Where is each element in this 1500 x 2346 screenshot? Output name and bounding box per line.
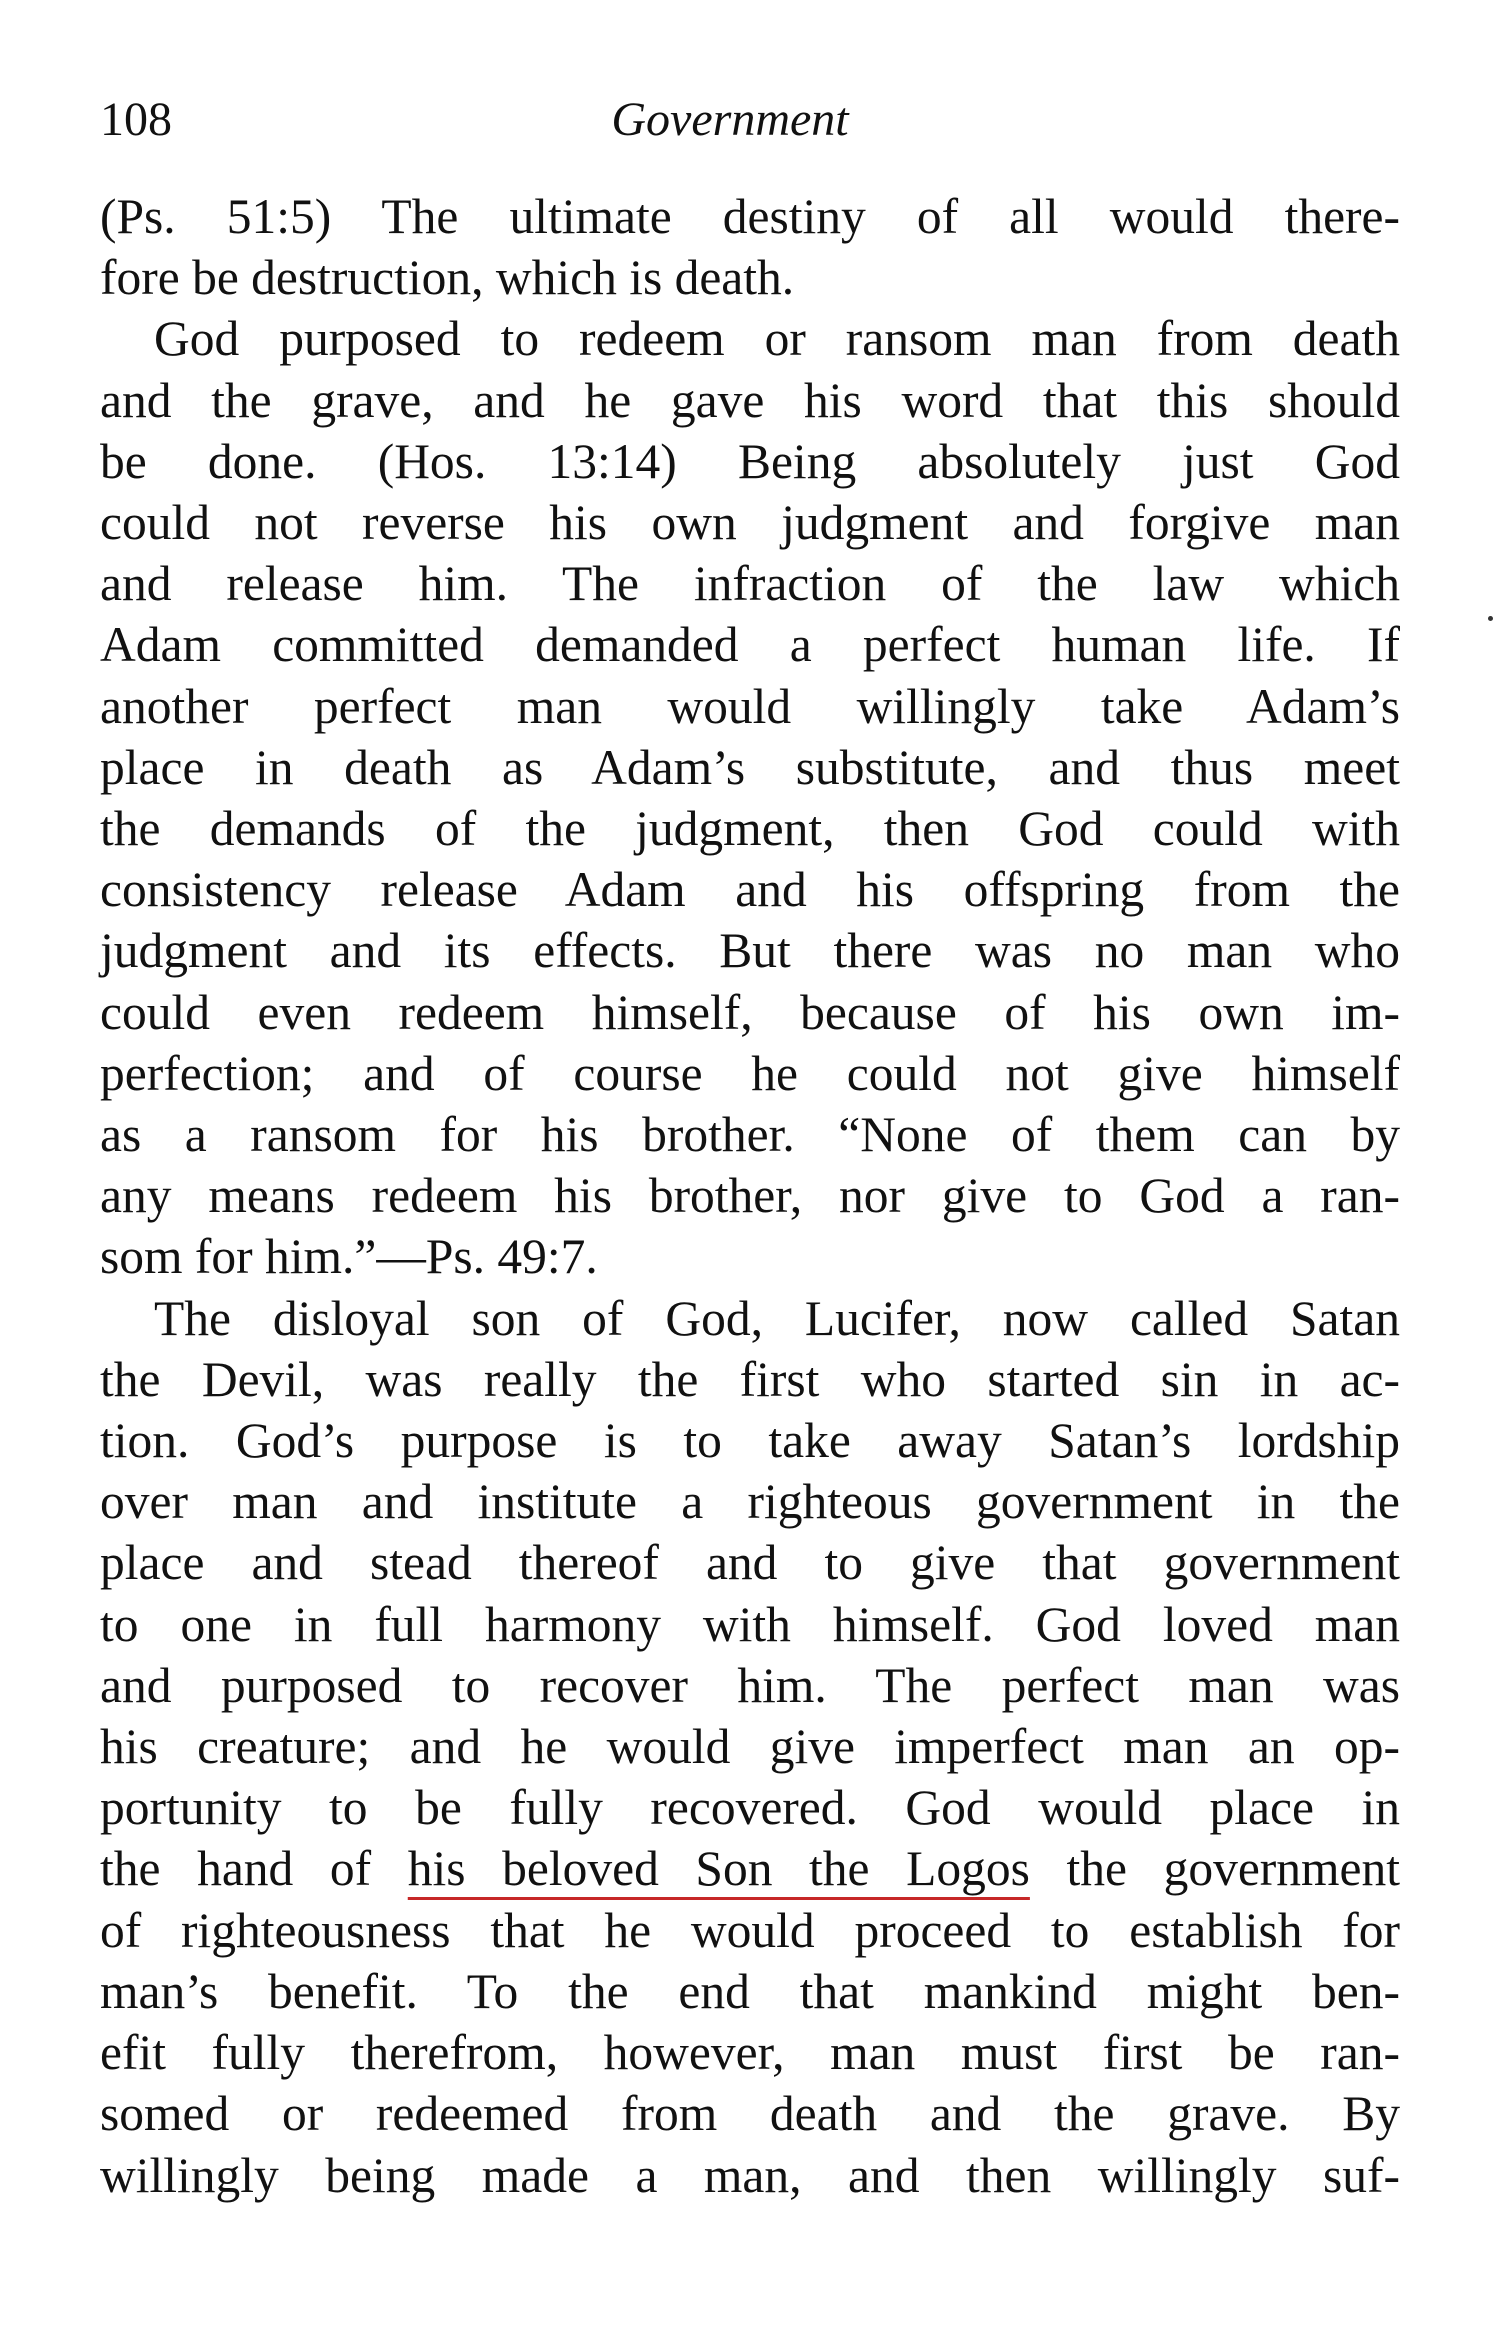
text-line: The disloyal son of God, Lucifer, now called Satan	[154, 1290, 1400, 1346]
text-line: place and stead thereof and to give that government	[100, 1535, 1400, 1591]
page-number: 108	[100, 93, 172, 146]
text-line: of righteousness that he would proceed to establish for	[100, 1902, 1400, 1958]
text-line: fore be destruction, which is death.	[100, 250, 795, 306]
body-text	[100, 186, 1400, 2206]
text-line: Adam committed demanded a perfect human life. If	[100, 617, 1400, 673]
text-line: place in death as Adam’s substitute, and thus meet	[100, 739, 1400, 795]
text-line: over man and institute a righteous government in the	[100, 1474, 1400, 1530]
underlined-phrase: his beloved Son the Logos	[407, 1841, 1030, 1897]
text-line: somed or redeemed from death and the grave. By	[100, 2086, 1400, 2142]
paragraph-2	[100, 308, 1400, 1287]
text-line: tion. God’s purpose is to take away Satan’s lordship	[100, 1413, 1400, 1469]
text-line: the Devil, was really the first who started sin in ac-	[100, 1351, 1400, 1407]
text-line: and the grave, and he gave his word that this should	[100, 372, 1400, 428]
text-line: could even redeem himself, because of his own im-	[100, 984, 1400, 1040]
text-line: consistency release Adam and his offspring from the	[100, 862, 1400, 918]
text-line: the demands of the judgment, then God could with	[100, 801, 1400, 857]
running-title: Government	[611, 93, 849, 146]
paragraph-1	[100, 186, 1400, 308]
text-line: to one in full harmony with himself. God loved man	[100, 1596, 1400, 1652]
text-line: any means redeem his brother, nor give to God a ran-	[100, 1168, 1400, 1224]
text-line-with-underline	[100, 1838, 1400, 1899]
text-line: could not reverse his own judgment and forgive man	[100, 495, 1400, 551]
text-line: be done. (Hos. 13:14) Being absolutely just God	[100, 433, 1400, 489]
book-page	[100, 80, 1400, 2206]
text-line: willingly being made a man, and then willingly suf-	[100, 2147, 1400, 2203]
text-line: God purposed to redeem or ransom man from death	[154, 311, 1400, 367]
text-line: as a ransom for his brother. “None of them can by	[100, 1107, 1400, 1163]
text-line: judgment and its effects. But there was no man who	[100, 923, 1400, 979]
text-line: and release him. The infraction of the law which	[100, 556, 1400, 612]
text-line: man’s benefit. To the end that mankind might ben-	[100, 1963, 1400, 2019]
text-segment: the hand of	[100, 1841, 408, 1897]
margin-speck	[1488, 616, 1493, 621]
text-line: portunity to be fully recovered. God would place in	[100, 1780, 1400, 1836]
text-line: efit fully therefrom, however, man must first be ran-	[100, 2025, 1400, 2081]
text-line: som for him.”—Ps. 49:7.	[100, 1229, 598, 1285]
text-segment: the government	[1029, 1841, 1401, 1897]
text-line: (Ps. 51:5) The ultimate destiny of all would there-	[100, 189, 1400, 244]
text-line: and purposed to recover him. The perfect man was	[100, 1657, 1400, 1713]
text-line: another perfect man would willingly take Adam’s	[100, 678, 1400, 734]
text-line: perfection; and of course he could not give himself	[100, 1045, 1400, 1101]
running-head	[100, 80, 1400, 160]
text-line: his creature; and he would give imperfect man an op-	[100, 1719, 1400, 1775]
paragraph-3	[100, 1288, 1400, 2206]
